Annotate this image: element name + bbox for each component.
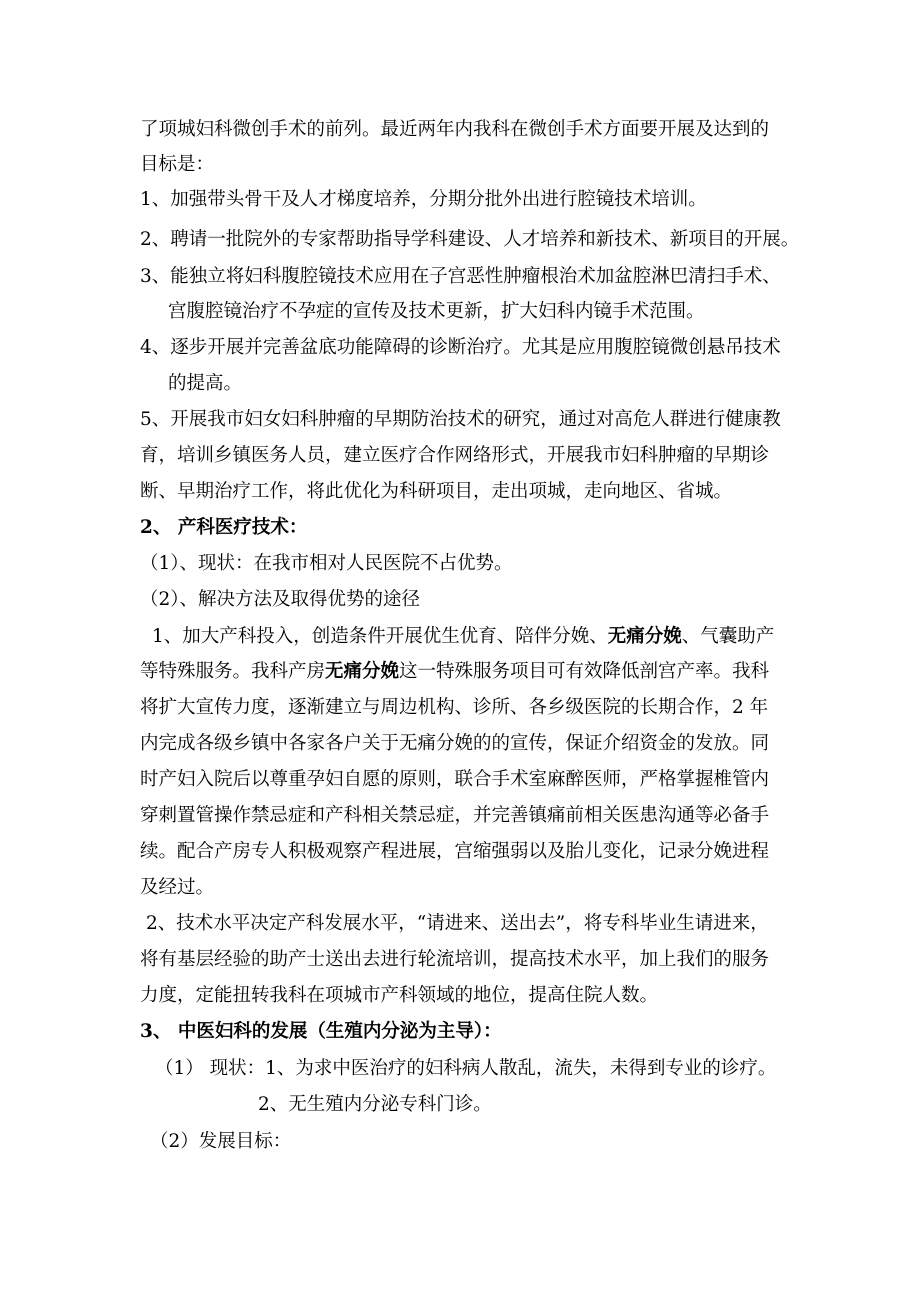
text-line: 穿刺置管操作禁忌症和产科相关禁忌症，并完善镇痛前相关医患沟通等必备手 — [140, 805, 770, 826]
list-item: 3、能独立将妇科腹腔镜技术应用在子宫恶性肿瘤根治术加盆腔淋巴清扫手术、 — [140, 266, 781, 287]
text-line — [152, 625, 774, 649]
list-item: 2、聘请一批院外的专家帮助指导学科建设、人才培养和新技术、新项目的开展。 — [140, 229, 800, 250]
text-line: 时产妇入院后以尊重孕妇自愿的原则，联合手术室麻醉医师，严格掌握椎管内 — [140, 769, 770, 790]
text-line: 及经过。 — [140, 877, 215, 898]
text-line: 宫腹腔镜治疗不孕症的宣传及技术更新，扩大妇科内镜手术范围。 — [168, 301, 705, 322]
bold-term: 无痛分娩 — [607, 626, 682, 647]
section-heading: 2、 产科医疗技术： — [140, 517, 308, 538]
text-line: （2）、解决方法及取得优势的途径 — [140, 589, 421, 610]
text-line: 力度，定能扭转我科在项城市产科领域的地位，提高住院人数。 — [140, 985, 659, 1006]
text-line: 将扩大宣传力度，逐渐建立与周边机构、诊所、各乡级医院的长期合作，2 年 — [140, 697, 769, 718]
list-item: 1、加强带头骨干及人才梯度培养，分期分批外出进行腔镜技术培训。 — [140, 189, 707, 210]
text-line: （2）发展目标： — [150, 1131, 292, 1152]
text-line: 了项城妇科微创手术的前列。最近两年内我科在微创手术方面要开展及达到的 — [140, 119, 770, 140]
text-line: 育，培训乡镇医务人员，建立医疗合作网络形式，开展我市妇科肿瘤的早期诊 — [140, 445, 770, 466]
text-line: 目标是： — [140, 154, 215, 175]
text-span: 1、加大产科投入，创造条件开展优生优育、陪伴分娩、 — [152, 626, 608, 647]
section-heading: 3、 中医妇科的发展（生殖内分泌为主导）： — [140, 1021, 502, 1042]
text-line: 内完成各级乡镇中各家各户关于无痛分娩的的宣传，保证介绍资金的发放。同 — [140, 733, 770, 754]
text-line: （1）、现状：在我市相对人民医院不占优势。 — [140, 553, 513, 574]
text-span: 等特殊服务。我科产房 — [140, 661, 326, 682]
list-item: 5、开展我市妇女妇科肿瘤的早期防治技术的研究，通过对高危人群进行健康教 — [140, 409, 781, 430]
text-line: 断、早期治疗工作，将此优化为科研项目，走出项城，走向地区、省城。 — [140, 481, 733, 502]
text-line: 的提高。 — [168, 373, 243, 394]
text-line: （1） 现状：1、为求中医治疗的妇科病人散乱，流失，未得到专业的诊疗。 — [155, 1058, 777, 1079]
bold-term: 无痛分娩 — [325, 661, 400, 682]
text-line: 将有基层经验的助产士送出去进行轮流培训，提高技术水平，加上我们的服务 — [140, 949, 770, 970]
text-line — [140, 660, 769, 684]
list-item: 4、逐步开展并完善盆底功能障碍的诊断治疗。尤其是应用腹腔镜微创悬吊技术 — [140, 337, 781, 358]
text-line: 续。配合产房专人积极观察产程进展，宫缩强弱以及胎儿变化，记录分娩进程 — [140, 841, 770, 862]
text-span: 这一特殊服务项目可有效降低剖宫产率。我科 — [399, 661, 770, 682]
text-span: 、气囊助产 — [681, 626, 775, 647]
text-line: 2、技术水平决定产科发展水平，“请进来、送出去”，将专科毕业生请进来， — [146, 913, 769, 934]
text-line: 2、无生殖内分泌专科门诊。 — [258, 1094, 492, 1115]
